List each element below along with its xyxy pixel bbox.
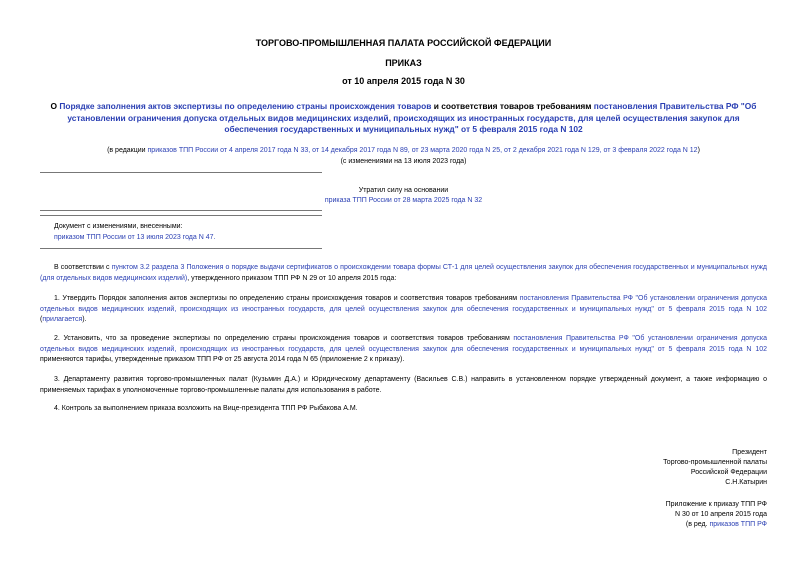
- expired-link[interactable]: приказа ТПП России от 28 марта 2025 года N 32: [324, 197, 483, 204]
- p2-link-resolution[interactable]: постановления Правительства РФ "Об установлении ограничения допуска отдельных видов медицинских изделий, происходящих из иностранных государств, для целей осуществления закупок для обеспечения государственных и муниципальных нужд" от 5 февраля 2015 года N 102: [40, 335, 767, 353]
- doc-date: от 10 апреля 2015 года N 30: [342, 76, 465, 86]
- changes-box-link[interactable]: приказом ТПП России от 13 июля 2023 года N 47.: [54, 234, 216, 241]
- revision-prefix: (в редакции: [107, 147, 148, 154]
- divider: [40, 172, 322, 173]
- revision-suffix: ): [697, 147, 700, 154]
- p2-text: 2. Установить, что за проведение экспертизы по определению страны происхождения товаров и соответствия товаров требованиям: [54, 335, 514, 342]
- paragraph-1: [40, 294, 767, 326]
- p1-text-end: ).: [82, 316, 87, 323]
- intro-text-end: , утвержденного приказом ТПП РФ N 29 от 10 апреля 2015 года:: [187, 274, 397, 282]
- appendix-prefix: (в ред.: [685, 521, 710, 528]
- org-name: ТОРГОВО-ПРОМЫШЛЕННАЯ ПАЛАТА РОССИЙСКОЙ ФЕДЕРАЦИИ: [255, 38, 552, 48]
- intro-link[interactable]: пунктом 3.2 раздела 3 Положения о порядке выдачи сертификатов о происхождении товара формы СТ-1 для целей осуществления закупок для обеспечения государственных и муниципальных нужд (для отдельных видов медицинских изделий): [40, 264, 768, 282]
- title-prefix: О: [50, 101, 60, 111]
- signature-org: Торгово-промышленной палаты: [663, 459, 767, 466]
- title-link-resolution[interactable]: постановления Правительства РФ "Об установлении ограничения допуска отдельных видов медицинских изделий, происходящих из иностранных государств, для целей осуществления закупок для обеспечения государственных и муниципальных нужд" от 5 февраля 2015 года N 102: [67, 101, 757, 134]
- revision-note: [40, 146, 767, 157]
- changes-note: (с изменениями на 13 июля 2023 года): [340, 158, 467, 165]
- appendix-link[interactable]: приказов ТПП РФ: [709, 521, 767, 528]
- intro-text: В соответствии с: [54, 264, 112, 271]
- signature-title: Президент: [732, 449, 767, 456]
- expired-note: Утратил силу на основании: [358, 187, 449, 194]
- p1-link-attached[interactable]: прилагается: [42, 316, 83, 323]
- divider: [40, 215, 322, 216]
- signature-name: С.Н.Катырин: [725, 479, 767, 486]
- p1-text: 1. Утвердить Порядок заполнения актов экспертизы по определению страны происхождения товаров и соответствия товаров требованиям: [54, 295, 520, 302]
- doc-type: ПРИКАЗ: [385, 58, 422, 68]
- p1-link-resolution[interactable]: постановления Правительства РФ "Об установлении ограничения допуска отдельных видов медицинских изделий, происходящих из иностранных государств, для целей осуществления закупок для обеспечения государственных и муниципальных нужд" от 5 февраля 2015 года N 102: [40, 295, 767, 313]
- appendix-line-2: N 30 от 10 апреля 2015 года: [674, 511, 767, 518]
- revision-links[interactable]: приказов ТПП России от 4 апреля 2017 года N 33, от 14 декабря 2017 года N 89, от 23 марта 2020 года N 25, от 2 декабря 2021 года N 129, от 3 февраля 2022 года N 12: [147, 147, 698, 154]
- title-middle: и соответствия товаров требованиям: [431, 101, 594, 111]
- p2-text-end: применяются тарифы, утвержденные приказом ТПП РФ от 25 августа 2014 года N 65 (приложение 2 к приказу).: [40, 356, 405, 363]
- doc-title: [40, 101, 767, 136]
- divider: [40, 248, 322, 249]
- changes-box-label: Документ с изменениями, внесенными:: [54, 223, 183, 230]
- appendix-line-1: Приложение к приказу ТПП РФ: [665, 501, 767, 508]
- appendix-line-3: [500, 520, 767, 531]
- paragraph-4: 4. Контроль за выполнением приказа возложить на Вице-президента ТПП РФ Рыбакова А.М.: [54, 405, 358, 412]
- intro-paragraph: [40, 263, 767, 284]
- title-link-order[interactable]: Порядке заполнения актов экспертизы по определению страны происхождения товаров: [59, 101, 432, 111]
- p1-text-mid: (: [40, 316, 43, 323]
- divider: [40, 210, 322, 211]
- paragraph-2: [40, 334, 767, 366]
- signature-country: Российской Федерации: [690, 469, 767, 476]
- paragraph-3: 3. Департаменту развития торгово-промышленных палат (Кузьмин Д.А.) и Юридическому департаменту (Васильев С.В.) направить в установленном порядке утвержденный документ, а также информацию о применяемых тарифах в уполномоченные торгово-промышленные палаты для использования в работе.: [40, 376, 767, 394]
